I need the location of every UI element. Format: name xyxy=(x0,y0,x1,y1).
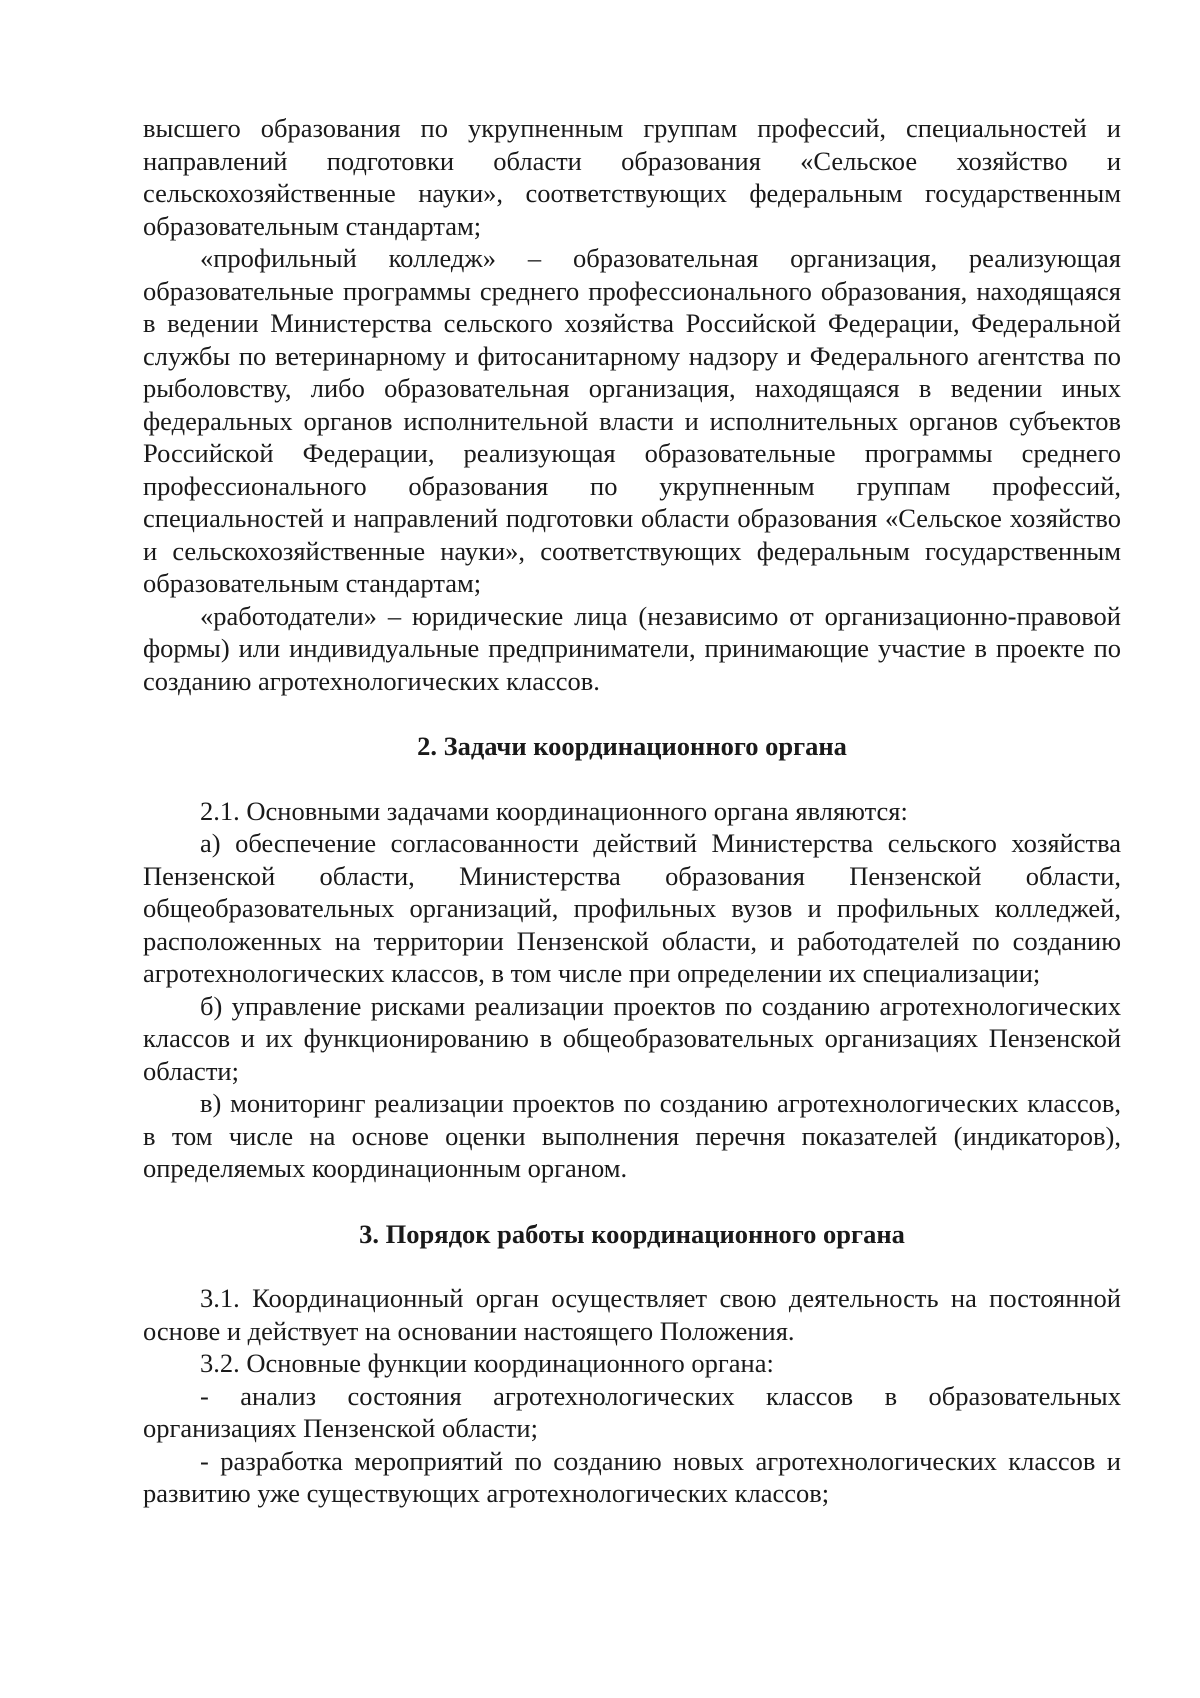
section-3-paragraph: - разработка мероприятий по созданию новых агротехнологических классов и развитию уже существующих агротехнологических классов; xyxy=(143,1445,1121,1508)
spacer xyxy=(143,763,1121,795)
section-3-paragraph: - анализ состояния агротехнологических классов в образовательных организациях Пензенской области; xyxy=(143,1380,1121,1443)
document-body xyxy=(143,112,1121,1510)
section-3-paragraph: 3.1. Координационный орган осуществляет свою деятельность на постоянной основе и действует на основании настоящего Положения. xyxy=(143,1283,1121,1346)
spacer xyxy=(143,697,1121,730)
continuation-paragraph: высшего образования по укрупненным группам профессий, специальностей и направлений подготовки области образования «Сельское хозяйство и сельскохозяйственные науки», соответствующих федеральным государственным образовательным стандартам; xyxy=(143,113,1121,241)
definition-profile-college: «профильный колледж» – образовательная организация, реализующая образовательные программы среднего профессионального образования, находящаяся в ведении Министерства сельского хозяйства Российской Федерации, Федеральной службы по ветеринарному и фитосанитарному надзору и Федерального агентства по рыболовству, либо образовательная организация, находящаяся в ведении иных федеральных органов исполнительной власти и исполнительных органов субъектов Российской Федерации, реализующая образовательные программы среднего профессионального образования по укрупненным группам профессий, специальностей и направлений подготовки области образования «Сельское хозяйство и сельскохозяйственные науки», соответствующих федеральным государственным образовательным стандартам; xyxy=(143,243,1121,598)
section-2-heading: 2. Задачи координационного органа xyxy=(417,731,847,761)
section-2-paragraph: в) мониторинг реализации проектов по созданию агротехнологических классов, в том числе на основе оценки выполнения перечня показателей (индикаторов), определяемых координационным органом. xyxy=(143,1088,1121,1183)
spacer xyxy=(143,1250,1121,1282)
section-2-paragraph: б) управление рисками реализации проектов по созданию агротехнологических классов и их функционированию в общеобразовательных организациях Пензенской области; xyxy=(143,990,1121,1086)
section-3-paragraph: 3.2. Основные функции координационного органа: xyxy=(200,1348,774,1378)
section-2-paragraph: а) обеспечение согласованности действий Министерства сельского хозяйства Пензенской области, Министерства образования Пензенской области, общеобразовательных организаций, профильных вузов и профильных колледжей, расположенных на территории Пензенской области, и работодателей по созданию агротехнологических классов, в том числе при определении их специализации; xyxy=(143,828,1121,988)
spacer xyxy=(143,1185,1121,1218)
definition-employers: «работодатели» – юридические лица (независимо от организационно-правовой формы) или индивидуальные предприниматели, принимающие участие в проекте по созданию агротехнологических классов. xyxy=(143,600,1121,696)
section-2-paragraph: 2.1. Основными задачами координационного органа являются: xyxy=(200,795,908,826)
section-3-heading: 3. Порядок работы координационного органа xyxy=(359,1218,905,1249)
